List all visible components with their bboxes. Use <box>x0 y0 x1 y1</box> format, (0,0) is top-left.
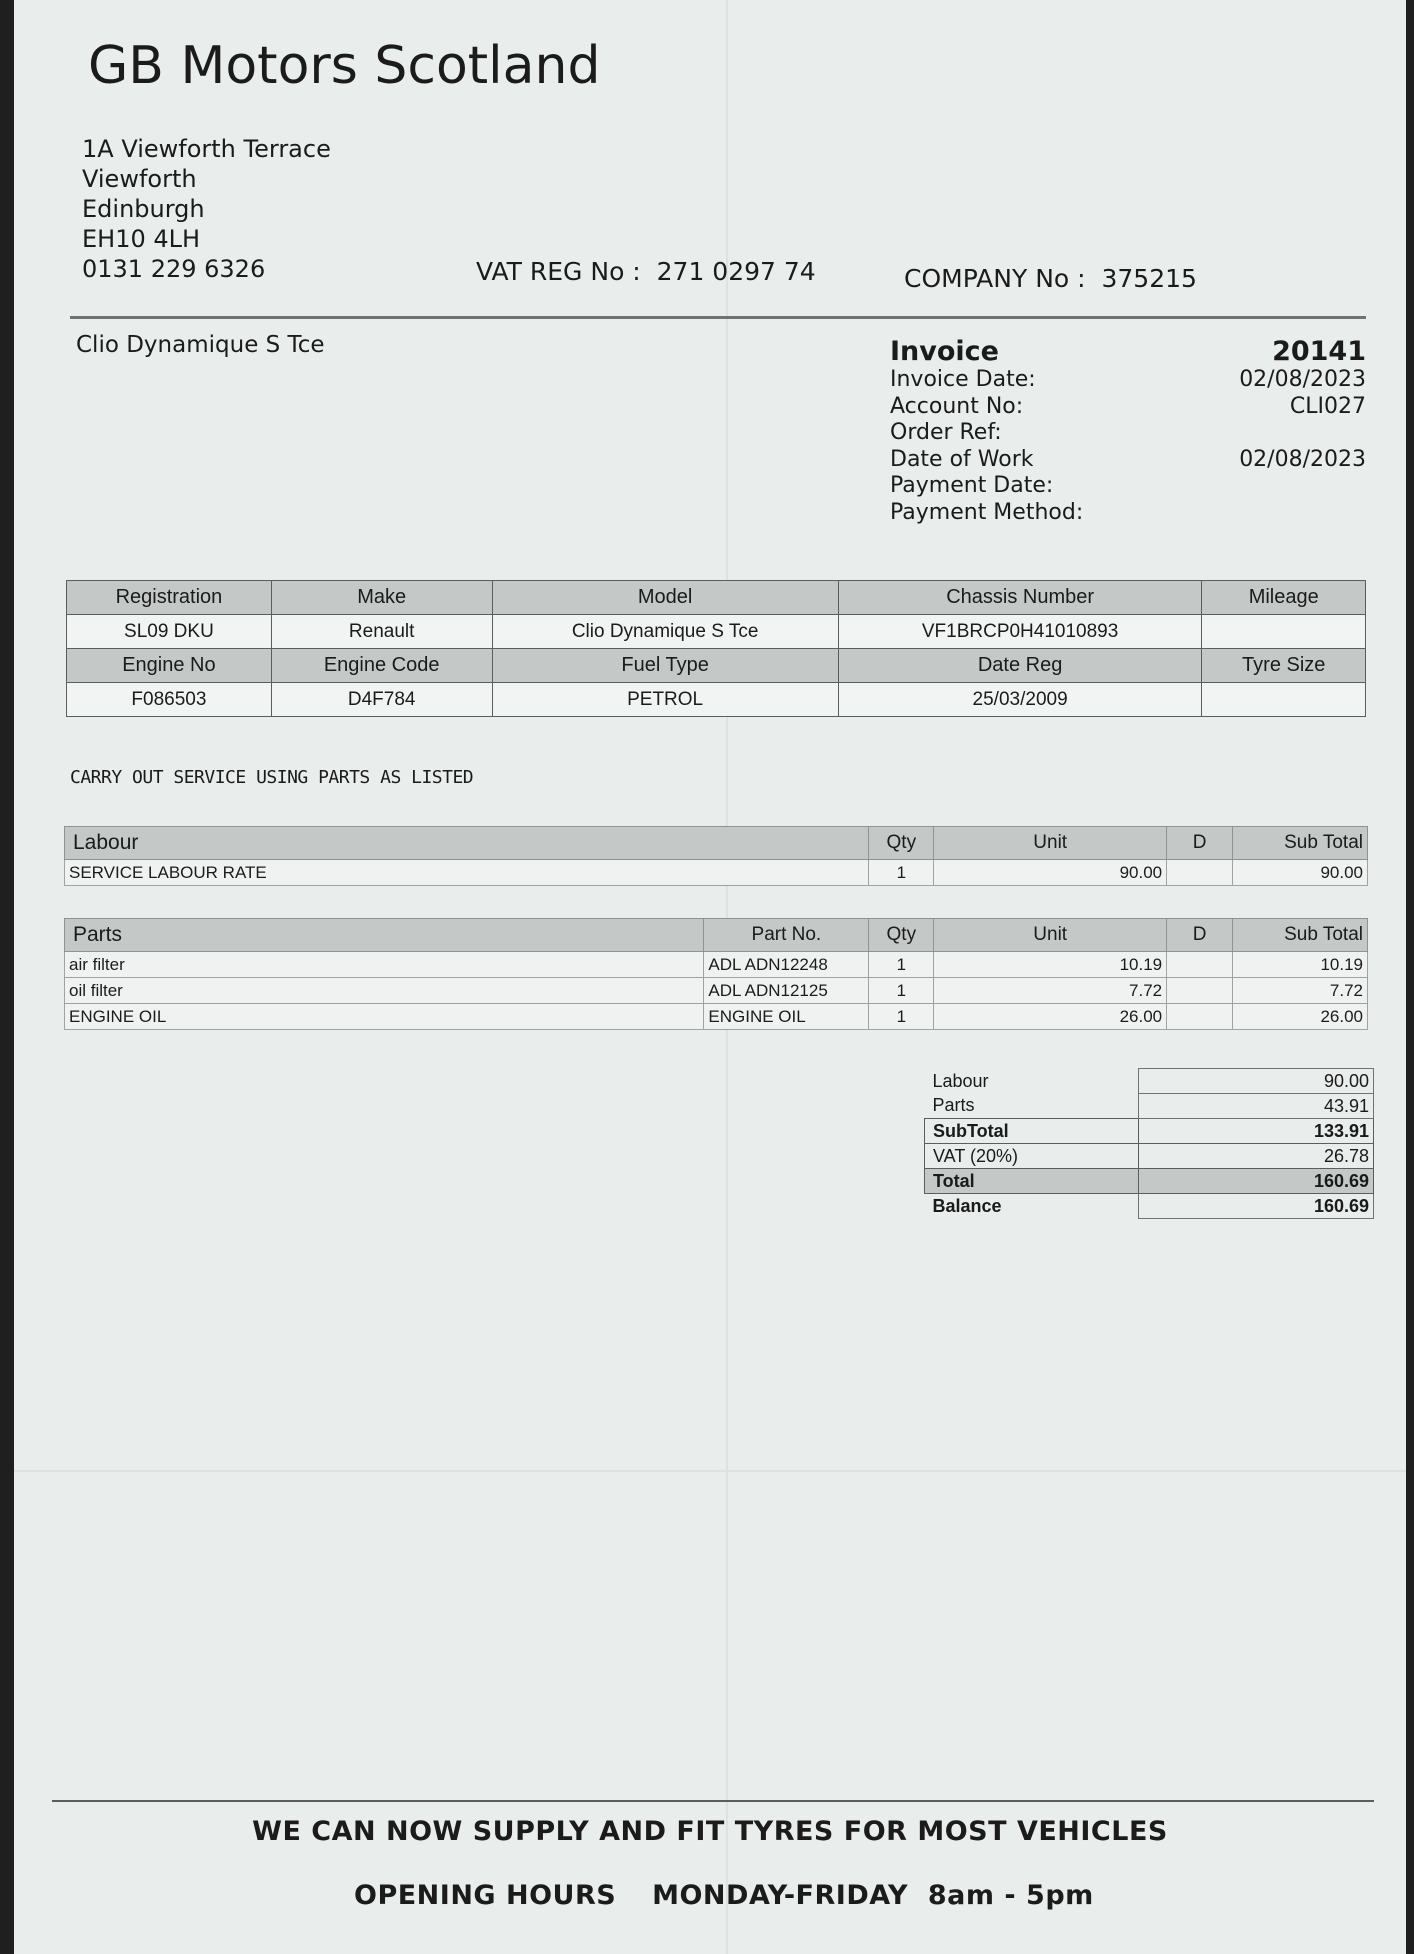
totals-parts-label: Parts <box>932 1095 975 1116</box>
discount-header: D <box>1167 919 1233 952</box>
labour-header-row <box>65 827 1368 860</box>
fold-line-horizontal <box>14 1470 1406 1472</box>
labour-qty: 1 <box>869 860 934 886</box>
part-row <box>65 952 1368 978</box>
invoice-field-label: Date of Work <box>890 446 1034 472</box>
vehicle-header-cell: Fuel Type <box>492 649 838 683</box>
vehicle-value-cell <box>1202 683 1366 717</box>
qty-header: Qty <box>869 919 934 952</box>
part-unit: 26.00 <box>934 1004 1167 1030</box>
balance-value: 160.69 <box>1139 1194 1374 1219</box>
totals-labour-label: Labour <box>932 1070 989 1091</box>
part-number: ENGINE OIL <box>704 1004 869 1030</box>
part-qty: 1 <box>869 1004 934 1030</box>
vehicle-header-row <box>67 649 1366 683</box>
invoice-field <box>890 420 1366 447</box>
qty-header: Qty <box>869 827 934 860</box>
tyres-banner: WE CAN NOW SUPPLY AND FIT TYRES FOR MOST VEHICLES <box>252 1816 1168 1847</box>
part-desc: ENGINE OIL <box>65 1004 704 1030</box>
invoice-details <box>890 336 1366 526</box>
vehicle-header-cell: Chassis Number <box>838 581 1202 615</box>
vehicle-value-cell: Renault <box>271 615 492 649</box>
vehicle-table <box>66 580 1366 717</box>
balance-label: Balance <box>932 1195 1002 1216</box>
vat-reg-label: VAT REG No : <box>476 257 641 286</box>
address-line: Viewforth <box>82 165 197 193</box>
part-no-header: Part No. <box>704 919 869 952</box>
vehicle-value-cell: VF1BRCP0H41010893 <box>838 615 1202 649</box>
part-row <box>65 1004 1368 1030</box>
totals-row <box>925 1069 1374 1094</box>
discount-header: D <box>1167 827 1233 860</box>
part-number: ADL ADN12125 <box>704 978 869 1004</box>
company-phone: 0131 229 6326 <box>82 255 266 283</box>
part-qty: 1 <box>869 952 934 978</box>
labour-desc: SERVICE LABOUR RATE <box>65 860 869 886</box>
vehicle-header-cell: Mileage <box>1202 581 1366 615</box>
part-number: ADL ADN12248 <box>704 952 869 978</box>
vehicle-header-cell: Engine No <box>67 649 272 683</box>
part-discount <box>1167 952 1233 978</box>
invoice-field <box>890 447 1366 474</box>
invoice-field-label: Payment Date: <box>890 473 1054 498</box>
part-subtotal: 7.72 <box>1233 978 1368 1004</box>
vehicle-header-row <box>67 581 1366 615</box>
opening-hours-value: MONDAY-FRIDAY 8am - 5pm <box>652 1880 1094 1911</box>
invoice-field-value: 02/08/2023 <box>1239 367 1366 392</box>
totals-row <box>925 1144 1374 1169</box>
company-number <box>904 264 1197 293</box>
vehicle-value-cell <box>1202 615 1366 649</box>
header-divider <box>70 316 1366 319</box>
subtotal-value: 133.91 <box>1139 1119 1374 1144</box>
labour-section-title: Labour <box>65 827 869 860</box>
total-label: Total <box>925 1169 1139 1194</box>
company-address <box>82 134 331 284</box>
invoice-field <box>890 500 1366 527</box>
part-subtotal: 10.19 <box>1233 952 1368 978</box>
subtotal-header: Sub Total <box>1233 827 1368 860</box>
vehicle-header-cell: Make <box>271 581 492 615</box>
footer-divider <box>52 1800 1374 1802</box>
invoice-field-label: Payment Method: <box>890 499 1084 525</box>
unit-header: Unit <box>934 919 1167 952</box>
part-subtotal: 26.00 <box>1233 1004 1368 1030</box>
subtotal-header: Sub Total <box>1233 919 1368 952</box>
labour-row <box>65 860 1368 886</box>
invoice-field <box>890 367 1366 394</box>
totals-row <box>925 1194 1374 1219</box>
labour-subtotal: 90.00 <box>1233 860 1368 886</box>
invoice-field <box>890 473 1366 500</box>
vat-label: VAT (20%) <box>925 1144 1139 1169</box>
vat-reg-value: 271 0297 74 <box>656 257 816 286</box>
part-unit: 10.19 <box>934 952 1167 978</box>
part-discount <box>1167 978 1233 1004</box>
invoice-title: Invoice <box>890 336 999 367</box>
invoice-field-value: 02/08/2023 <box>1239 446 1366 472</box>
invoice-number: 20141 <box>1272 336 1366 367</box>
unit-header: Unit <box>934 827 1167 860</box>
address-line: Edinburgh <box>82 195 205 223</box>
invoice-field-value: CLI027 <box>1289 393 1366 419</box>
totals-row <box>925 1094 1374 1119</box>
totals-row <box>925 1119 1374 1144</box>
vat-reg <box>476 257 816 286</box>
part-desc: air filter <box>65 952 704 978</box>
vehicle-value-cell: SL09 DKU <box>67 615 272 649</box>
parts-section-title: Parts <box>65 919 704 952</box>
invoice-paper <box>14 0 1406 1954</box>
totals-table <box>924 1068 1374 1219</box>
part-row <box>65 978 1368 1004</box>
part-discount <box>1167 1004 1233 1030</box>
labour-table <box>64 826 1368 886</box>
totals-parts-value: 43.91 <box>1139 1094 1374 1119</box>
vehicle-value-cell: F086503 <box>67 683 272 717</box>
vehicle-header-cell: Model <box>492 581 838 615</box>
totals-labour-value: 90.00 <box>1139 1069 1374 1094</box>
address-line: EH10 4LH <box>82 225 201 253</box>
invoice-field-label: Invoice Date: <box>890 367 1036 392</box>
company-name: GB Motors Scotland <box>88 36 601 96</box>
labour-unit: 90.00 <box>934 860 1167 886</box>
vehicle-value-cell: D4F784 <box>271 683 492 717</box>
vehicle-value-row <box>67 683 1366 717</box>
vehicle-title: Clio Dynamique S Tce <box>76 332 325 358</box>
opening-hours <box>354 1880 1120 1911</box>
vehicle-header-cell: Registration <box>67 581 272 615</box>
work-instruction: CARRY OUT SERVICE USING PARTS AS LISTED <box>70 767 474 788</box>
vehicle-header-cell: Date Reg <box>838 649 1202 683</box>
part-qty: 1 <box>869 978 934 1004</box>
invoice-field <box>890 394 1366 421</box>
company-number-label: COMPANY No : <box>904 264 1086 293</box>
vehicle-header-cell: Engine Code <box>271 649 492 683</box>
subtotal-label: SubTotal <box>925 1119 1139 1144</box>
part-desc: oil filter <box>65 978 704 1004</box>
invoice-field-label: Account No: <box>890 393 1024 419</box>
totals-row <box>925 1169 1374 1194</box>
total-value: 160.69 <box>1139 1169 1374 1194</box>
part-unit: 7.72 <box>934 978 1167 1004</box>
vehicle-value-row <box>67 615 1366 649</box>
parts-header-row <box>65 919 1368 952</box>
vehicle-value-cell: Clio Dynamique S Tce <box>492 615 838 649</box>
vehicle-header-cell: Tyre Size <box>1202 649 1366 683</box>
company-number-value: 375215 <box>1101 264 1197 293</box>
vehicle-value-cell: 25/03/2009 <box>838 683 1202 717</box>
opening-hours-label: OPENING HOURS <box>354 1880 617 1911</box>
labour-discount <box>1167 860 1233 886</box>
invoice-field-label: Order Ref: <box>890 420 1002 445</box>
parts-table <box>64 918 1368 1030</box>
vat-value: 26.78 <box>1139 1144 1374 1169</box>
vehicle-value-cell: PETROL <box>492 683 838 717</box>
address-line: 1A Viewforth Terrace <box>82 135 331 163</box>
